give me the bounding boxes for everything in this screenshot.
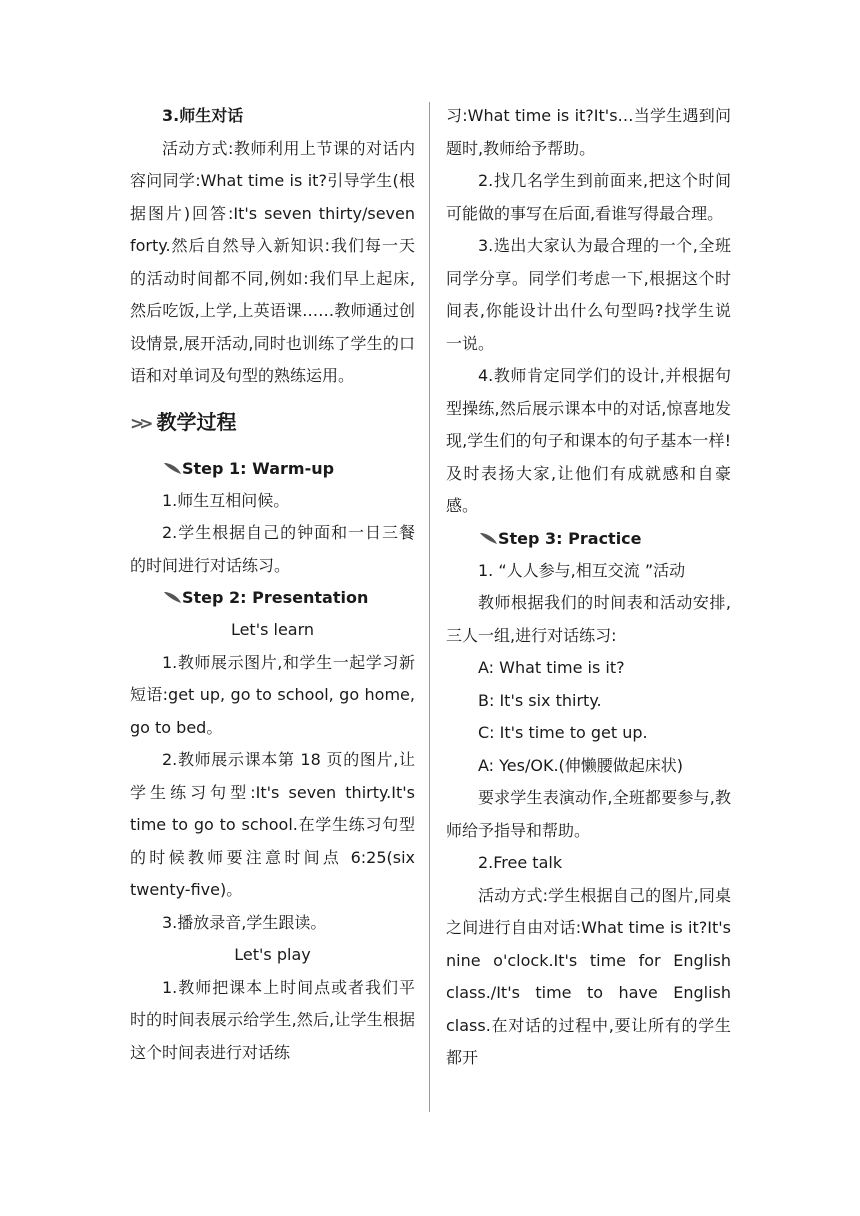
left-column: [130, 100, 415, 1069]
step-1-item-2: 2.学生根据自己的钟面和一日三餐的时间进行对话练习。: [130, 523, 415, 575]
step-1-heading: [130, 453, 415, 485]
dialogue-line: A: Yes/OK.(伸懒腰做起床状): [478, 755, 684, 775]
lets-play-subheading: Let's play: [234, 945, 311, 964]
process-heading-text: 教学过程: [156, 409, 237, 434]
feather-icon: [164, 591, 181, 603]
step-2-item-1: 1.教师展示图片,和学生一起学习新短语:get up, go to school, go home, go to bed。: [130, 652, 415, 737]
section-3-paragraph: 活动方式:教师利用上节课的对话内容问同学:What time is it?引导学生(根据图片)回答:It's seven thirty/seven forty.然后自然导入新知识:我们每一天的活动时间都不同,例如:我们早上起床,然后吃饭,上学,上英语课……教师通过创设情景,展开活动,同时也训练了学生的口语和对单词及句型的熟练运用。: [130, 138, 415, 385]
step-2-item-3: 3.播放录音,学生跟读。: [162, 912, 327, 932]
feather-icon: [480, 532, 497, 544]
step-3-heading: [446, 523, 731, 555]
lets-play-item-1: 1.教师把课本上时间点或者我们平时的时间表展示给学生,然后,让学生根据这个时间表进行对话练: [130, 977, 415, 1062]
step-3-item-2: 2.Free talk: [478, 853, 563, 872]
column-divider: [429, 102, 430, 1112]
lets-play-item-1-continued: 习:What time is it?It's…当学生遇到问题时,教师给予帮助。: [446, 106, 731, 158]
lets-play-item-4: 4.教师肯定同学们的设计,并根据句型操练,然后展示课本中的对话,惊喜地发现,学生们的句子和课本的句子基本一样!及时表扬大家,让他们有成就感和自豪感。: [446, 366, 731, 515]
step-1-title: Step 1: Warm-up: [182, 458, 335, 478]
lets-play-item-3: 3.选出大家认为最合理的一个,全班同学分享。同学们考虑一下,根据这个时间表,你能设计出什么句型吗?找学生说一说。: [446, 236, 731, 353]
feather-icon: [164, 462, 181, 474]
right-column: [446, 100, 731, 1075]
step-2-title: Step 2: Presentation: [182, 588, 369, 607]
step-3-item-2-description: 活动方式:学生根据自己的图片,同桌之间进行自由对话:What time is it?It's nine o'clock.It's time for English class./It's time to have English class.在对话的过程中,要让所有的学生都开: [446, 885, 731, 1067]
step-1-item-1: 1.师生互相问候。: [162, 490, 290, 510]
double-chevron-icon: >>: [130, 413, 149, 434]
step-3-item-1: 1. “人人参与,相互交流 ”活动: [478, 560, 686, 580]
step-3-item-1-description: 教师根据我们的时间表和活动安排,三人一组,进行对话练习:: [446, 593, 731, 645]
lets-learn-subheading: Let's learn: [230, 620, 315, 639]
section-3-title: 3.师生对话: [162, 106, 244, 125]
step-3-title: Step 3: Practice: [498, 528, 642, 548]
dialogue-line: C: It's time to get up.: [478, 723, 648, 742]
dialogue-line: A: What time is it?: [478, 658, 625, 677]
process-heading: [130, 405, 415, 441]
dialogue-requirement: 要求学生表演动作,全班都要参与,教师给予指导和帮助。: [446, 788, 731, 840]
step-2-heading: [130, 582, 415, 614]
lets-play-item-2: 2.找几名学生到前面来,把这个时间可能做的事写在后面,看谁写得最合理。: [446, 171, 731, 223]
step-2-item-2: 2.教师展示课本第 18 页的图片,让学生练习句型:It's seven thirty.It's time to go to school.在学生练习句型的时候教师要注意时间点 6:25(six twenty-five)。: [130, 750, 415, 899]
dialogue-line: B: It's six thirty.: [478, 690, 602, 710]
